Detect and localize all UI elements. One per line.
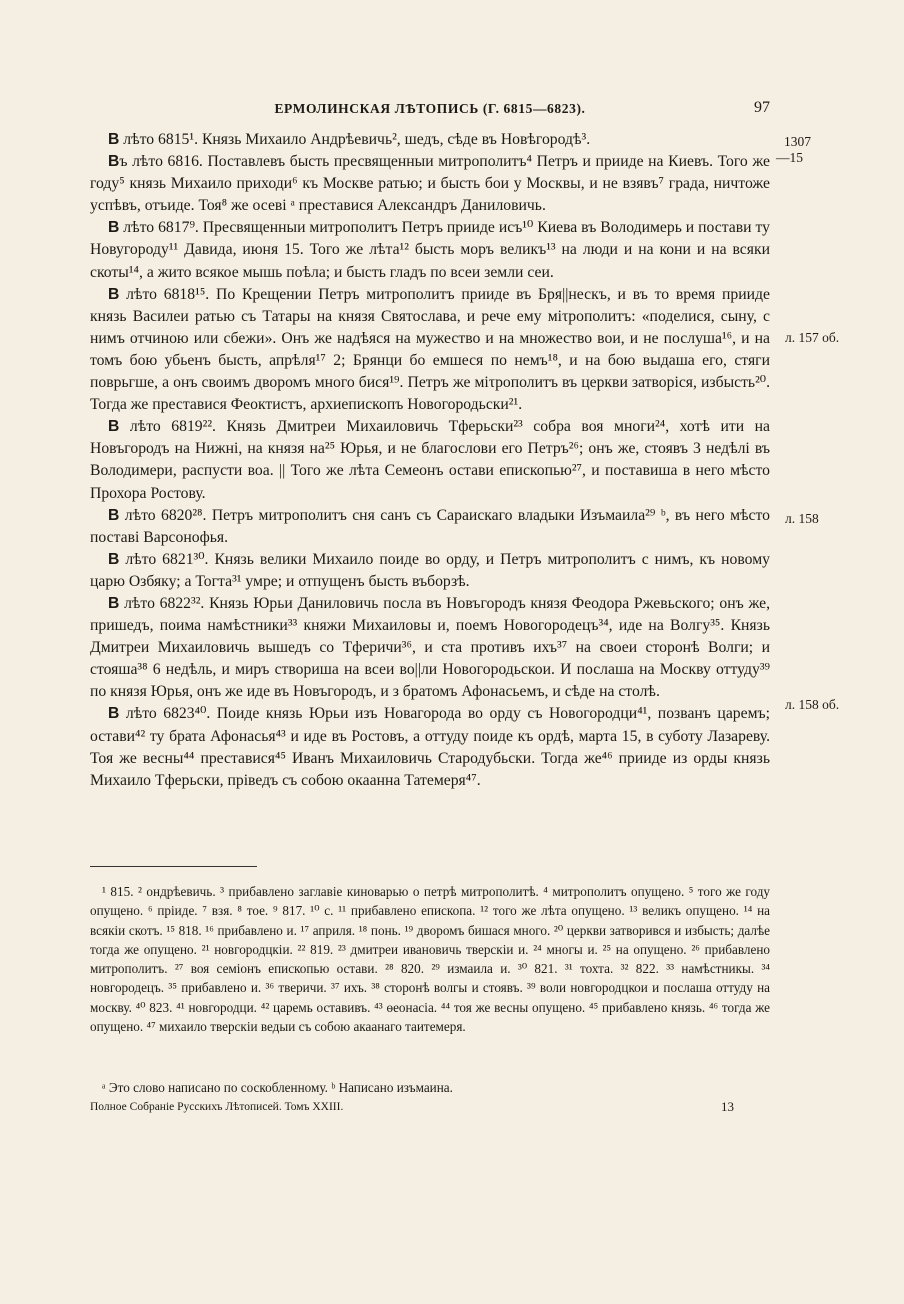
footnote-rule — [90, 866, 257, 867]
footer-edition: Полное Собраніе Русскихъ Лѣтописей. Томъ XXIII. — [90, 1101, 344, 1113]
margin-year-bottom: —15 — [776, 150, 803, 165]
entry-initial: В — [108, 219, 120, 237]
entry-initial: В — [108, 550, 120, 568]
margin-year-top: 1307 — [784, 134, 811, 149]
chronicle-entry — [90, 151, 770, 217]
margin-leaf-157: л. 157 об. — [785, 330, 840, 345]
margin-leaf-158-ob: л. 158 об. — [785, 697, 840, 712]
letter-notes-text: ᵃ Это слово написано по соскобленному. ᵇ Написано изъмаина. — [102, 1080, 453, 1095]
page-footer — [90, 1101, 770, 1119]
entry-initial: В — [108, 705, 120, 723]
entry-text: лѣто 6818¹⁵. По Крещении Петръ митрополитъ прииде въ Бря||нескъ, и въ то время прииде князь Василеи ратью съ Татары на князя Святослава, и рече ему міτрополитъ: «поделися, сыну, с нимъ отчиною или сбежи». Онъ же надѣяся на мужество и на множество вои, и не послуша¹⁶, и на томъ бою убьенъ бысть, апрѣля¹⁷ 2; Брянци бо емшеся по немъ¹⁸, и на бою выдаша его, стяги поврьгше, а онъ своимъ дворомъ много бися¹⁹. Петръ же міτрополитъ въ церкви затворіся, избысть²⁰. Тогда же преставися Феоктистъ, архиепископъ Новогородьски²¹. — [90, 285, 770, 414]
page-number: 97 — [754, 99, 770, 116]
chronicle-entry — [90, 217, 770, 283]
main-text — [90, 129, 770, 792]
entry-text: лѣто 6820²⁸. Петръ митрополитъ сня санъ съ Сараискаго владыки Изъмаила²⁹ ᵇ, въ него мѣсто поставі Варсонофья. — [90, 506, 770, 546]
footnotes — [90, 882, 770, 1036]
entry-text: лѣто 6815¹. Князь Михаило Андрѣевичь², шедъ, сѣде въ Новѣгородѣ³. — [119, 131, 591, 148]
entry-initial: В — [108, 131, 120, 148]
entry-initial: В — [108, 594, 120, 612]
entry-text: ъ лѣто 6816. Поставлевъ бысть пресвященныи митрополитъ⁴ Петръ и прииде на Киевъ. Того же году⁵ князь Михаило приходи⁶ къ Москве ратью; и бысть бои у Москвы, и не взявъ⁷ града, ничтоже успѣвъ, отъиде. Тоя⁸ же осеві ᵃ преставися Александръ Даниловичь. — [90, 153, 770, 215]
running-header — [90, 101, 770, 123]
footnotes-text: ¹ 815. ² ондрѣевичь. ³ прибавлено заглавіе киноварью о петрѣ митрополитѣ. ⁴ митрополитъ опущено. ⁵ того же году опущено. ⁶ пріиде. ⁷ взя. ⁸ тое. ⁹ 817. ¹⁰ с. ¹¹ прибавлено епископа. ¹² того же лѣта опущено. ¹³ великъ опущено. ¹⁴ на всякіи скотъ. ¹⁵ 818. ¹⁶ прибавлено и. ¹⁷ априля. ¹⁸ понь. ¹⁹ дворомъ бишася много. ²⁰ церкви затворився и избысть; далѣе тогда же опущено. ²¹ новгородцкіи. ²² 819. ²³ дмитреи ивановичь тверскіи и. ²⁴ многы и. ²⁵ на опущено. ²⁶ прибавлено митрополитъ. ²⁷ воя семіонъ епископью остави. ²⁸ 820. ²⁹ измаила и. ³⁰ 821. ³¹ тохта. ³² 822. ³³ намѣстникы. ³⁴ новгородецъ. ³⁵ прибавлено и. ³⁶ тверичи. ³⁷ ихъ. ³⁸ сторонѣ волгы и стоявъ. ³⁹ воли новгородцкои и послаша оттуду на москву. ⁴⁰ 823. ⁴¹ новгородци. ⁴² царемь оставивъ. ⁴³ ѳеонасіа. ⁴⁴ тоя же весны опущено. ⁴⁵ прибавлено князь. ⁴⁶ тогда же опущено. ⁴⁷ михаило тверскіи ведыи съ собою акаанаго таитемеря. — [90, 884, 770, 1035]
chronicle-entry — [90, 129, 770, 151]
chronicle-entry — [90, 593, 770, 703]
chronicle-entry — [90, 284, 770, 417]
entry-text: лѣто 6822³². Князь Юрьи Даниловичь посла въ Новъгородъ князя Феодора Ржевьского; онъ же, пришедъ, поима намѣстники³³ княжи Михаиловы и, поемъ Новогородецъ³⁴, иде на Волгу³⁵. Князь Дмитреи Михаиловичь вышедъ со Тферичи³⁶, и ста противъ ихъ³⁷ на своеи сторонѣ Волги; и стояша³⁸ 6 недѣль, и миръ створиша на всеи во||ли Новогородьскои. И послаша на Москву оттуду³⁹ по князя Юрья, онъ же иде въ Новъгородъ, и з братомъ Афонасьемъ, и сѣде на столѣ. — [90, 594, 770, 701]
entry-initial: В — [108, 418, 120, 436]
chronicle-entry — [90, 505, 770, 549]
entry-initial: В — [108, 285, 120, 303]
margin-leaf-158: л. 158 — [785, 511, 819, 526]
entry-initial: В — [108, 153, 120, 171]
entry-text: лѣто 6817⁹. Пресвященныи митрополитъ Петръ прииде исъ¹⁰ Киева въ Володимерь и постави ту Новугороду¹¹ Давида, июня 15. Того же лѣта¹² бысть моръ великъ¹³ на люди и на кони и на всяки скоты¹⁴, а жито всякое мышь поѣла; и бысть гладъ по всеи земли сеи. — [90, 219, 770, 281]
entry-text: лѣто 6823⁴⁰. Поиде князь Юрьи изъ Новагорода во орду съ Новогородци⁴¹, позванъ царемъ; остави⁴² ту брата Афонасья⁴³ и иде въ Ростовъ, а оттуду поиде къ ордѣ, марта 15, в суботу Лазареву. Тоя же весны⁴⁴ преставися⁴⁵ Иванъ Михаиловичь Стародубьски. Тогда же⁴⁶ прииде из орды князь Михаило Тферьски, пріведъ съ собою окаанна Татемеря⁴⁷. — [90, 705, 770, 789]
chronicle-entry — [90, 549, 770, 593]
letter-notes — [90, 1079, 770, 1097]
header-title: ЕРМОЛИНСКАЯ ЛѢТОПИСЬ (Г. 6815—6823). — [274, 101, 586, 116]
entry-initial: В — [108, 506, 120, 524]
chronicle-entry — [90, 416, 770, 504]
chronicle-entry — [90, 703, 770, 791]
entry-text: лѣто 6821³⁰. Князь велики Михаило поиде во орду, и Петръ митрополитъ с нимъ, къ новому царю Озбяку; а Тогта³¹ умре; и отпущенъ бысть въборзѣ. — [90, 550, 770, 590]
footer-signature: 13 — [721, 1099, 734, 1114]
entry-text: лѣто 6819²². Князь Дмитреи Михаиловичь Тферьски²³ собра воя многи²⁴, хотѣ ити на Новъгородъ на Нижні, на князя на²⁵ Юрья, и не благослови его Петръ²⁶; онъ же, стоявъ 3 недѣлі въ Володимери, распусти воа. || Того же лѣта Семеонъ остави епископью²⁷, и поставиша в него мѣсто Прохора Ростову. — [90, 418, 770, 502]
